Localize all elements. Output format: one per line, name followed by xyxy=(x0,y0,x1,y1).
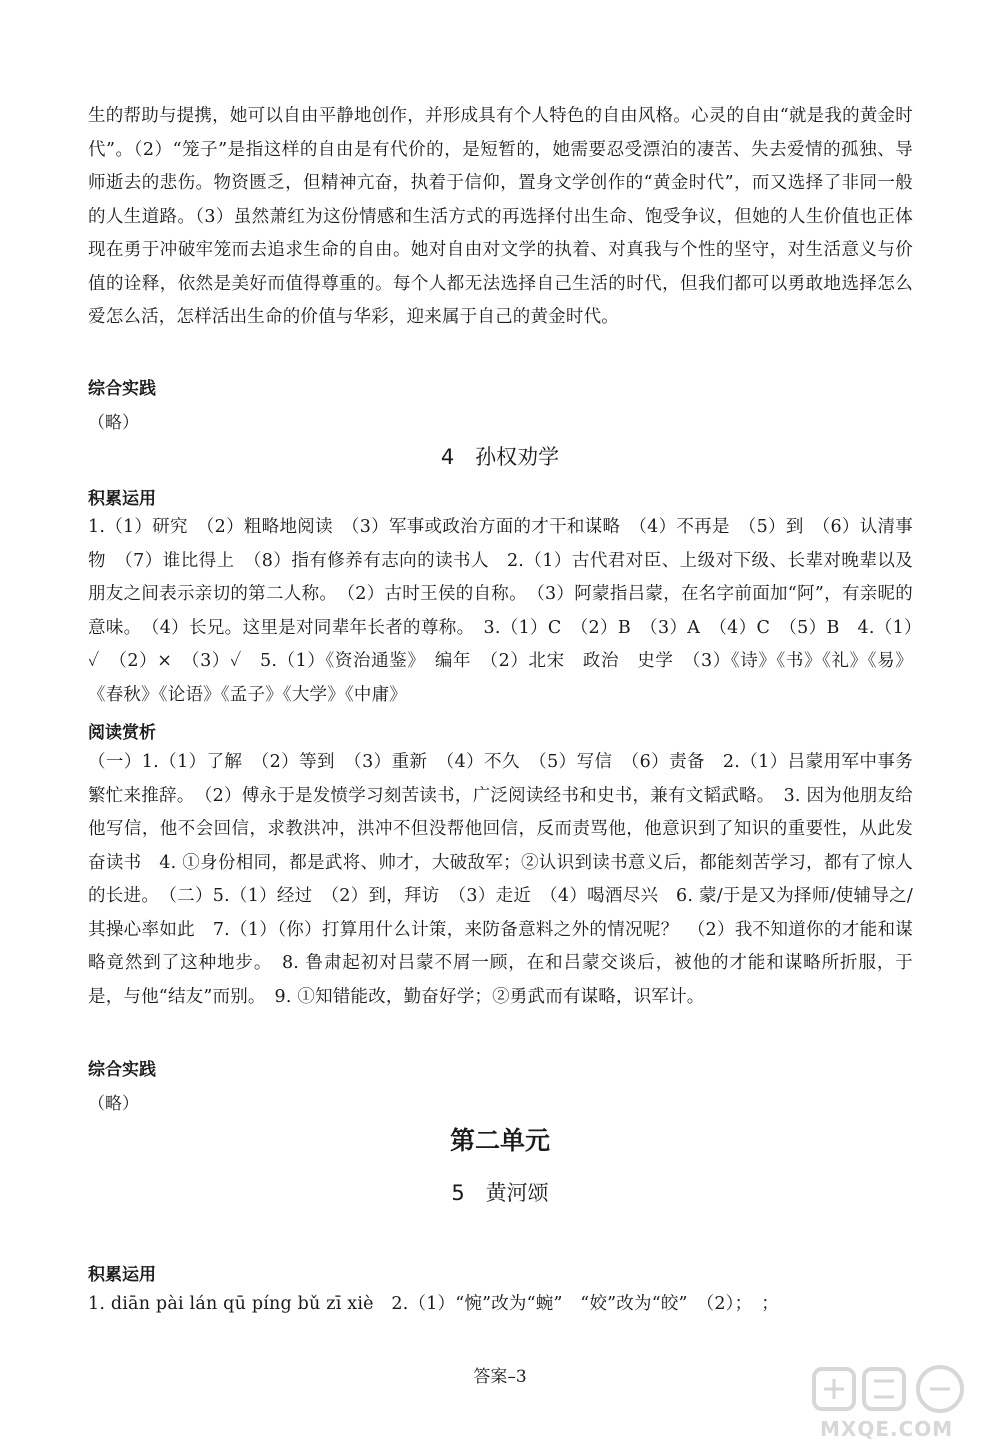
omitted-answer-2: （略） xyxy=(88,1094,139,1114)
watermark-logo xyxy=(808,1361,978,1441)
lesson-title-5: 5 黄河颂 xyxy=(451,1181,549,1205)
answer-paragraph-continued: 生的帮助与提携，她可以自由平静地创作，并形成具有个人特色的自由风格。心灵的自由“就是我的黄金时代”。（2）“笼子”是指这样的自由是有代价的，是短暂的，她需要忍受漂泊的凄苦、失去爱情的孤独、导师逝去的悲伤。物资匮乏，但精神亢奋，执着于信仰，置身文学创作的“黄金时代”，而又选择了非同一般的人生道路。（3）虽然萧红为这份情感和生活方式的再选择付出生命、饱受争议，但她的人生价值也正体现在勇于冲破牢笼而去追求生命的自由。她对自由对文学的执着、对真我与个性的坚守，对生活意义与价值的诠释，依然是美好而值得尊重的。每个人都无法选择自己生活的时代，但我们都可以勇敢地选择怎么爱怎么活，怎样活出生命的价值与华彩，迎来属于自己的黄金时代。 xyxy=(88,106,913,327)
answer-paragraph-reading: （一）1.（1）了解 （2）等到 （3）重新 （4）不久 （5）写信 （6）责备 2.（1）吕蒙用军中事务繁忙来推辞。 （2）傅永于是发愤学习刻苦读书，广泛阅读经书和史书，兼有文韬武略。 3. 因为他朋友给他写信，他不会回信，求教洪冲，洪冲不但没帮他回信，反而责骂他，他意识到了知识的重要性，从此发奋读书 4. ①身份相同，都是武将、帅才，大破敌军；②认识到读书意义后，都能刻苦学习，都有了惊人的长进。 （二）5.（1）经过 （2）到，拜访 （3）走近 （4）喝酒尽兴 6. 蒙/于是又为择师/使辅导之/其操心率如此 7.（1）（你）打算用什么计策，来防备意料之外的情况呢？ （2）我不知道你的才能和谋略竟然到了这种地步。 8. 鲁肃起初对吕蒙不屑一顾，在和吕蒙交谈后，被他的才能和谋略所折服，于是，与他“结友”而别。 9. ①知错能改，勤奋好学；②勇武而有谋略，识军计。 xyxy=(88,752,913,1007)
section-heading-practice: 综合实践 xyxy=(88,379,156,399)
watermark-logo-icon xyxy=(808,1361,978,1421)
section-heading-practice-2: 综合实践 xyxy=(88,1060,156,1080)
section-heading-reading: 阅读赏析 xyxy=(88,723,156,743)
page-footer: 答案–3 xyxy=(473,1367,527,1387)
watermark-text: MXQE.COM xyxy=(820,1417,954,1441)
answer-paragraph-accumulation: 1.（1）研究 （2）粗略地阅读 （3）军事或政治方面的才干和谋略 （4）不再是 （5）到 （6）认清事物 （7）谁比得上 （8）指有修养有志向的读书人 2.（1）古代君对臣、上级对下级、长辈对晚辈以及朋友之间表示亲切的第二人称。 （2）古时王侯的自称。 （3）阿蒙指吕蒙，在名字前面加“阿”，有亲昵的意味。 （4）长兄。这里是对同辈年长者的尊称。 3.（1）C （2）B （3）A （4）C （5）B 4.（1）✓ （2）× （3）✓ 5.（1）《资治通鉴》 编年 （2）北宋 政治 史学 （3）《诗》《书》《礼》《易》《春秋》《论语》《孟子》《大学》《中庸》 xyxy=(88,517,913,705)
section-heading-accumulation-2: 积累运用 xyxy=(88,1265,156,1285)
answer-paragraph-pinyin: 1. diān pài lán qū píng bǔ zī xiè 2.（1）“惋”改为“蜿” “姣”改为“皎” （2）； ； xyxy=(88,1294,779,1314)
omitted-answer: （略） xyxy=(88,413,139,433)
unit-title: 第二单元 xyxy=(449,1126,550,1155)
lesson-title-4: 4 孙权劝学 xyxy=(440,445,560,469)
section-heading-accumulation: 积累运用 xyxy=(88,489,156,509)
